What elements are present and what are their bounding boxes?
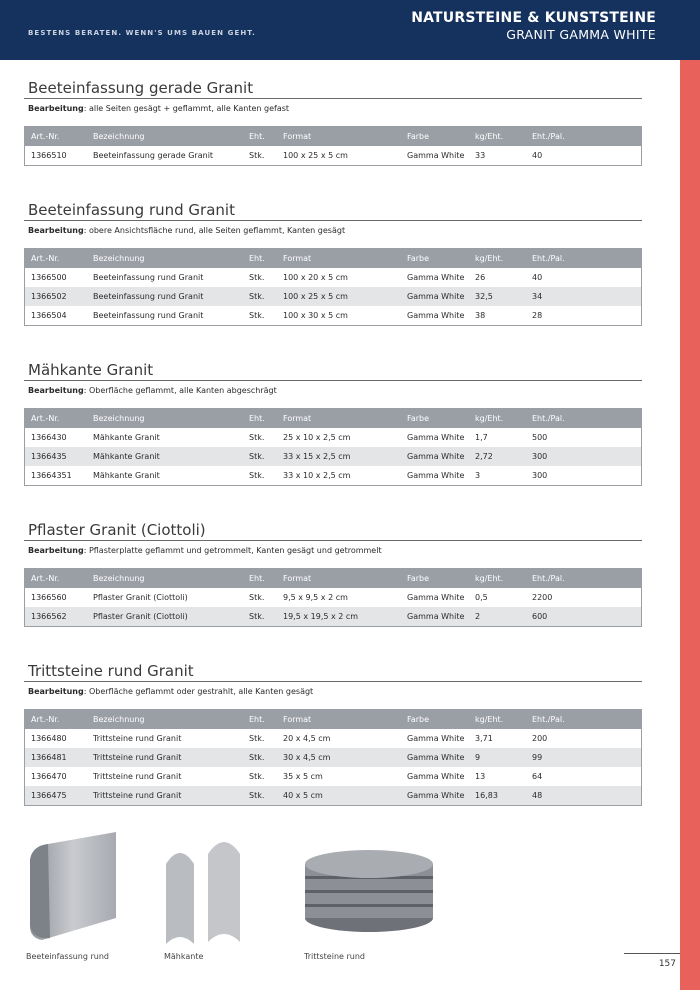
- table-cell: Gamma White: [407, 734, 465, 743]
- table-cell: Trittsteine rund Granit: [93, 772, 182, 781]
- table-cell: 3: [475, 471, 481, 480]
- table-row: [25, 447, 642, 466]
- column-header: Format: [277, 127, 401, 147]
- table-header-row: [25, 710, 642, 730]
- table-cell: 1366510: [31, 151, 67, 160]
- product-table: [24, 408, 642, 486]
- column-header: Art.-Nr.: [25, 249, 88, 269]
- table-cell: Trittsteine rund Granit: [87, 748, 243, 767]
- table-cell: Stk.: [249, 151, 265, 160]
- table-cell: 34: [526, 287, 642, 306]
- table-cell: 16,83: [469, 786, 526, 806]
- table-header-row: [25, 409, 642, 429]
- caption-trittsteine-rund: Trittsteine rund: [304, 952, 365, 961]
- table-cell: Gamma White: [407, 151, 465, 160]
- table-cell: Stk.: [243, 607, 277, 627]
- table-row: [25, 287, 642, 306]
- processing-label: Bearbeitung: [28, 546, 84, 555]
- column-header: Eht.: [243, 127, 277, 147]
- section-title: Beeteinfassung rund Granit: [24, 201, 642, 221]
- table-cell: Stk.: [243, 748, 277, 767]
- table-cell: 1366562: [25, 607, 88, 627]
- table-cell: 300: [532, 471, 548, 480]
- column-header: kg/Eht.: [469, 710, 526, 730]
- table-cell: 500: [532, 433, 548, 442]
- section-processing-note: [24, 225, 642, 237]
- page-number: 157: [658, 959, 676, 969]
- column-header: Art.-Nr.: [25, 569, 88, 589]
- column-header: Bezeichnung: [87, 249, 243, 269]
- table-cell: 0,5: [475, 593, 488, 602]
- header-title-block: [411, 10, 656, 42]
- table-cell: Trittsteine rund Granit: [87, 786, 243, 806]
- table-cell: 33 x 15 x 2,5 cm: [277, 447, 401, 466]
- column-header: Bezeichnung: [87, 409, 243, 429]
- product-table: [24, 709, 642, 806]
- column-header: Eht.: [243, 569, 277, 589]
- table-cell: 64: [532, 772, 543, 781]
- table-cell: 38: [475, 311, 486, 320]
- column-header: Eht.: [243, 409, 277, 429]
- accent-side-bar: [680, 60, 700, 990]
- table-cell: 48: [526, 786, 642, 806]
- table-cell: Gamma White: [401, 287, 469, 306]
- column-header: Format: [277, 710, 401, 730]
- table-cell: 1366504: [31, 311, 67, 320]
- table-row: [25, 607, 642, 627]
- table-cell: Gamma White: [401, 607, 469, 627]
- table-cell: 9,5 x 9,5 x 2 cm: [283, 593, 348, 602]
- column-header: kg/Eht.: [469, 127, 526, 147]
- table-cell: 25 x 10 x 2,5 cm: [283, 433, 351, 442]
- column-header: kg/Eht.: [469, 249, 526, 269]
- section-processing-note: [24, 103, 642, 115]
- table-row: [25, 588, 642, 607]
- table-cell: 100 x 25 x 5 cm: [277, 287, 401, 306]
- table-cell: Gamma White: [401, 748, 469, 767]
- column-header: Farbe: [401, 409, 469, 429]
- table-row: [25, 786, 642, 806]
- table-cell: 100 x 20 x 5 cm: [283, 273, 348, 282]
- column-header: Farbe: [401, 710, 469, 730]
- product-section: [24, 662, 642, 806]
- table-cell: 3,71: [475, 734, 493, 743]
- table-row: [25, 466, 642, 486]
- column-header: kg/Eht.: [469, 409, 526, 429]
- column-header: Eht.: [243, 249, 277, 269]
- column-header: Art.-Nr.: [25, 710, 88, 730]
- column-header: Art.-Nr.: [25, 409, 88, 429]
- table-header-row: [25, 249, 642, 269]
- table-row: [25, 268, 642, 287]
- column-header: Eht.: [243, 710, 277, 730]
- product-section: [24, 79, 642, 166]
- product-table: [24, 126, 642, 166]
- column-header: Eht./Pal.: [526, 127, 642, 147]
- table-cell: Gamma White: [401, 786, 469, 806]
- table-cell: Stk.: [243, 287, 277, 306]
- table-cell: Mähkante Granit: [87, 447, 243, 466]
- table-cell: Stk.: [249, 311, 265, 320]
- table-cell: 28: [532, 311, 543, 320]
- table-cell: Mähkante Granit: [93, 471, 160, 480]
- column-header: Bezeichnung: [87, 127, 243, 147]
- processing-description: : Oberfläche geflammt oder gestrahlt, alle Kanten gesägt: [83, 687, 314, 696]
- processing-label: Bearbeitung: [28, 386, 84, 395]
- processing-description: : Pflasterplatte geflammt und getrommelt, Kanten gesägt und getrommelt: [83, 546, 382, 555]
- caption-maehkante: Mähkante: [164, 952, 204, 961]
- column-header: Farbe: [401, 127, 469, 147]
- header-subtitle: GRANIT GAMMA WHITE: [506, 27, 656, 42]
- table-cell: 1366481: [25, 748, 88, 767]
- column-header: Farbe: [401, 569, 469, 589]
- column-header: Art.-Nr.: [25, 127, 88, 147]
- column-header: Eht./Pal.: [526, 569, 642, 589]
- table-cell: Stk.: [249, 593, 265, 602]
- section-processing-note: [24, 385, 642, 397]
- table-cell: 33 x 10 x 2,5 cm: [283, 471, 351, 480]
- table-cell: 40 x 5 cm: [277, 786, 401, 806]
- table-cell: Stk.: [249, 433, 265, 442]
- table-cell: Gamma White: [407, 273, 465, 282]
- table-cell: 35 x 5 cm: [283, 772, 323, 781]
- processing-description: : alle Seiten gesägt + geflammt, alle Kanten gefast: [83, 104, 290, 113]
- table-cell: 1,7: [475, 433, 488, 442]
- product-table: [24, 248, 642, 326]
- table-cell: Stk.: [243, 786, 277, 806]
- column-header: Bezeichnung: [87, 710, 243, 730]
- table-cell: 100 x 25 x 5 cm: [283, 151, 348, 160]
- table-cell: 13664351: [31, 471, 72, 480]
- table-cell: 33: [475, 151, 486, 160]
- table-cell: 2,72: [469, 447, 526, 466]
- table-cell: 1366430: [31, 433, 67, 442]
- table-cell: 19,5 x 19,5 x 2 cm: [277, 607, 401, 627]
- table-cell: Gamma White: [407, 593, 465, 602]
- table-cell: 100 x 30 x 5 cm: [283, 311, 348, 320]
- processing-description: : Oberfläche geflammt, alle Kanten abgeschrägt: [83, 386, 277, 395]
- table-row: [25, 428, 642, 447]
- column-header: Eht./Pal.: [526, 249, 642, 269]
- table-cell: Gamma White: [401, 447, 469, 466]
- table-cell: Mähkante Granit: [93, 433, 160, 442]
- table-cell: 2: [469, 607, 526, 627]
- table-cell: 2200: [532, 593, 553, 602]
- trittsteine-rund-image: [303, 844, 435, 940]
- table-header-row: [25, 127, 642, 147]
- column-header: Format: [277, 409, 401, 429]
- table-cell: 1366480: [31, 734, 67, 743]
- table-cell: 32,5: [469, 287, 526, 306]
- table-cell: 1366475: [25, 786, 88, 806]
- column-header: Eht./Pal.: [526, 409, 642, 429]
- product-section: [24, 361, 642, 486]
- table-cell: Trittsteine rund Granit: [93, 734, 182, 743]
- table-cell: 1366502: [25, 287, 88, 306]
- table-cell: 600: [526, 607, 642, 627]
- table-cell: Gamma White: [407, 471, 465, 480]
- table-cell: 40: [532, 273, 543, 282]
- column-header: Format: [277, 569, 401, 589]
- processing-label: Bearbeitung: [28, 226, 84, 235]
- table-cell: 9: [469, 748, 526, 767]
- table-row: [25, 748, 642, 767]
- section-processing-note: [24, 686, 642, 698]
- table-cell: Stk.: [249, 772, 265, 781]
- table-row: [25, 306, 642, 326]
- table-cell: 200: [532, 734, 548, 743]
- table-cell: 13: [475, 772, 486, 781]
- table-cell: Beeteinfassung rund Granit: [87, 287, 243, 306]
- beeteinfassung-rund-image: [24, 830, 122, 942]
- section-title: Trittsteine rund Granit: [24, 662, 642, 682]
- product-section: [24, 201, 642, 326]
- table-cell: Beeteinfassung rund Granit: [93, 311, 204, 320]
- section-title: Mähkante Granit: [24, 361, 642, 381]
- table-cell: Stk.: [249, 273, 265, 282]
- table-cell: Pflaster Granit (Ciottoli): [93, 593, 188, 602]
- table-cell: Stk.: [249, 734, 265, 743]
- table-cell: Pflaster Granit (Ciottoli): [87, 607, 243, 627]
- processing-label: Bearbeitung: [28, 687, 84, 696]
- table-cell: 26: [475, 273, 486, 282]
- column-header: Format: [277, 249, 401, 269]
- section-title: Pflaster Granit (Ciottoli): [24, 521, 642, 541]
- column-header: Eht./Pal.: [526, 710, 642, 730]
- processing-description: : obere Ansichtsfläche rund, alle Seiten geflammt, Kanten gesägt: [83, 226, 346, 235]
- table-cell: Stk.: [249, 471, 265, 480]
- table-cell: Stk.: [243, 447, 277, 466]
- table-cell: 1366560: [31, 593, 67, 602]
- table-cell: 300: [526, 447, 642, 466]
- table-cell: 1366435: [25, 447, 88, 466]
- table-cell: 40: [532, 151, 543, 160]
- column-header: Bezeichnung: [87, 569, 243, 589]
- table-cell: 99: [526, 748, 642, 767]
- table-row: [25, 729, 642, 748]
- section-processing-note: [24, 545, 642, 557]
- table-cell: 30 x 4,5 cm: [277, 748, 401, 767]
- caption-beeteinfassung-rund: Beeteinfassung rund: [26, 952, 110, 961]
- table-row: [25, 767, 642, 786]
- product-section: [24, 521, 642, 627]
- table-cell: Beeteinfassung gerade Granit: [93, 151, 214, 160]
- table-header-row: [25, 569, 642, 589]
- tagline: BESTENS BERATEN. WENN'S UMS BAUEN GEHT.: [28, 29, 256, 37]
- table-cell: Gamma White: [407, 311, 465, 320]
- table-cell: 1366470: [31, 772, 67, 781]
- column-header: kg/Eht.: [469, 569, 526, 589]
- maehkante-image: [160, 834, 246, 948]
- column-header: Farbe: [401, 249, 469, 269]
- table-cell: 20 x 4,5 cm: [283, 734, 331, 743]
- header-banner: [0, 0, 700, 60]
- table-cell: Beeteinfassung rund Granit: [93, 273, 204, 282]
- section-title: Beeteinfassung gerade Granit: [24, 79, 642, 99]
- processing-label: Bearbeitung: [28, 104, 84, 113]
- table-row: [25, 146, 642, 166]
- table-cell: Gamma White: [407, 433, 465, 442]
- header-title: NATURSTEINE & KUNSTSTEINE: [411, 10, 656, 26]
- table-cell: Gamma White: [407, 772, 465, 781]
- page-number-rule: [624, 953, 680, 954]
- table-cell: 1366500: [31, 273, 67, 282]
- product-table: [24, 568, 642, 627]
